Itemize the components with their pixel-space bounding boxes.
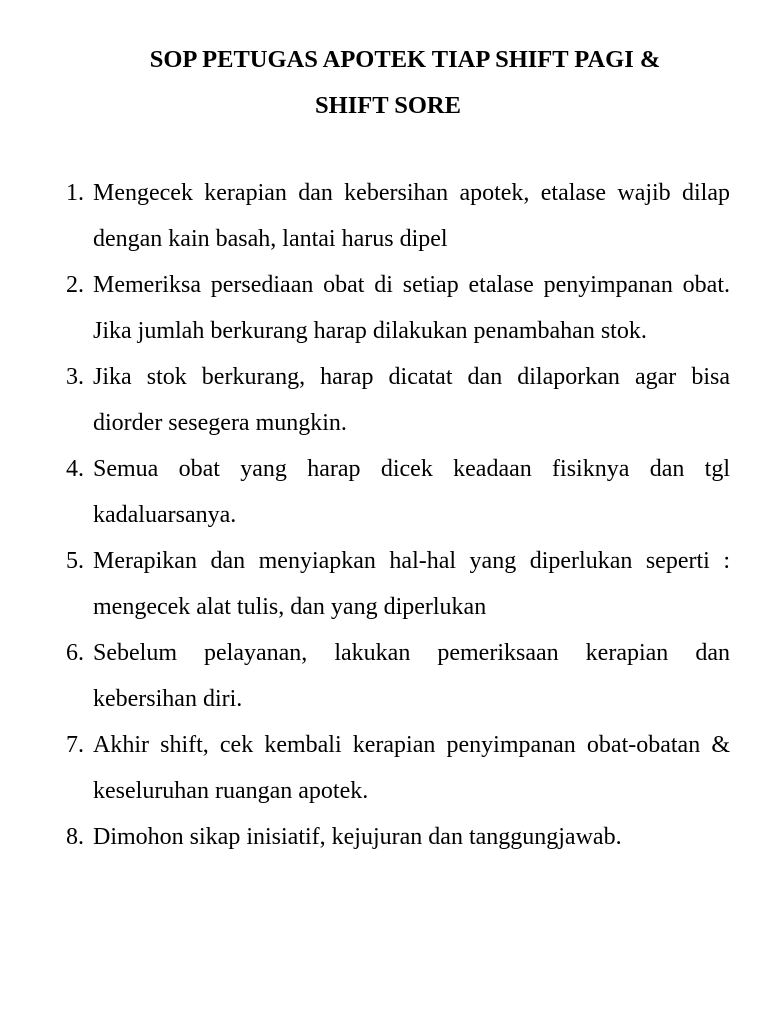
list-item-text: Merapikan dan menyiapkan hal-hal yang diperlukan seperti : mengecek alat tulis, dan yang diperlukan	[93, 548, 730, 620]
list-item	[66, 446, 730, 538]
list-item-number: 3.	[66, 364, 84, 390]
list-item-number: 5.	[66, 548, 84, 574]
list-item-text: Semua obat yang harap dicek keadaan fisiknya dan tgl kadaluarsanya.	[93, 456, 730, 528]
list-item-number: 7.	[66, 732, 84, 758]
list-item-text: Sebelum pelayanan, lakukan pemeriksaan kerapian dan kebersihan diri.	[93, 640, 730, 712]
list-item	[66, 354, 730, 446]
list-item	[66, 170, 730, 262]
list-item-text: Dimohon sikap inisiatif, kejujuran dan tanggungjawab.	[93, 824, 622, 850]
list-item	[66, 630, 730, 722]
list-item	[66, 814, 730, 860]
list-item	[66, 722, 730, 814]
sop-list	[66, 170, 730, 860]
list-item-text: Akhir shift, cek kembali kerapian penyimpanan obat-obatan & keseluruhan ruangan apotek.	[93, 732, 730, 804]
list-item-number: 6.	[66, 640, 84, 666]
list-item-text: Jika stok berkurang, harap dicatat dan dilaporkan agar bisa diorder sesegera mungkin.	[93, 364, 730, 436]
list-item	[66, 538, 730, 630]
list-item-number: 8.	[66, 824, 84, 850]
list-item-text: Memeriksa persediaan obat di setiap etalase penyimpanan obat. Jika jumlah berkurang harap dilakukan penambahan stok.	[93, 272, 730, 344]
list-item-number: 1.	[66, 180, 84, 206]
page-title-line-1: SOP PETUGAS APOTEK TIAP SHIFT PAGI &	[149, 46, 661, 73]
list-item-number: 2.	[66, 272, 84, 298]
list-item-number: 4.	[66, 456, 84, 482]
list-item	[66, 262, 730, 354]
page-title-line-2: SHIFT SORE	[315, 92, 461, 119]
list-item-text: Mengecek kerapian dan kebersihan apotek, etalase wajib dilap dengan kain basah, lantai harus dipel	[93, 180, 730, 252]
